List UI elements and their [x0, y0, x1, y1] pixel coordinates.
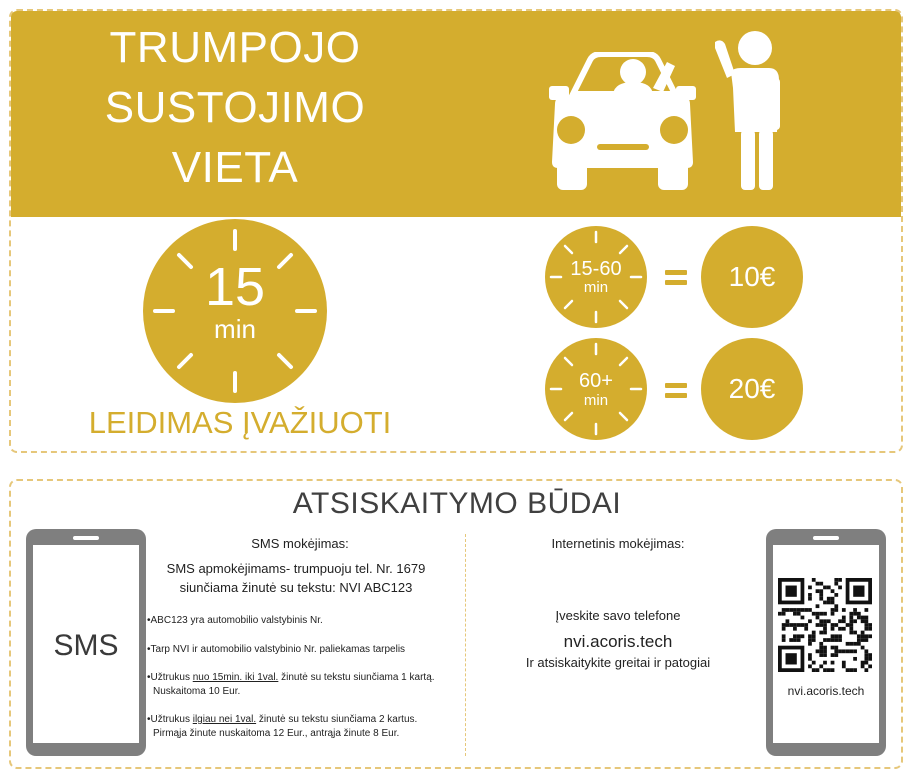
phone-speaker	[73, 536, 99, 540]
note-text: žinutė su tekstu siunčiama 2 kartus.	[256, 714, 418, 725]
online-instruction-line-1: Įveskite savo telefone	[555, 608, 681, 623]
note-text: •Užtrukus	[147, 672, 193, 683]
sms-note-plate-number: •ABC123 yra automobilio valstybinis Nr.	[147, 615, 323, 626]
tariff-1-unit: min	[583, 279, 609, 296]
qr-code-icon[interactable]	[778, 578, 872, 672]
tariff-2-price: 20€	[701, 338, 803, 440]
sms-note-space: •Tarp NVI ir automobilio valstybinio Nr. paliekamas tarpelis	[147, 644, 406, 655]
page-title	[90, 18, 380, 198]
note-text: žinutė su tekstu siunčiama 1 kartą.	[278, 672, 435, 683]
person-waving-icon	[705, 28, 785, 193]
tariff-2-duration: 60+	[579, 370, 613, 392]
online-payment-heading: Internetinis mokėjimas:	[551, 536, 685, 551]
sms-instruction-line-1: SMS apmokėjimams- trumpuoju tel. Nr. 1679	[166, 561, 426, 576]
title-line-3: VIETA	[171, 143, 299, 192]
title-line-2: SUSTOJIMO	[104, 83, 366, 132]
sms-instruction-line-2: siunčiama žinutė su tekstu: NVI ABC123	[179, 580, 413, 595]
note-text: •Užtrukus	[147, 714, 193, 725]
tariff-1-duration: 15-60	[570, 258, 622, 280]
title-line-1: TRUMPOJO	[109, 23, 361, 72]
equals-icon	[665, 270, 687, 286]
online-payment-url[interactable]: nvi.acoris.tech	[563, 632, 673, 651]
free-minutes-value: 15	[204, 257, 266, 317]
sms-note-over-hour	[147, 713, 417, 726]
tariff-2-unit: min	[583, 392, 609, 409]
tariff-1-price: 10€	[701, 226, 803, 328]
phone-speaker	[813, 536, 839, 540]
car-with-driver-icon	[535, 52, 710, 192]
sms-note-one-hour-charge: Nuskaitoma 10 Eur.	[153, 686, 241, 697]
permit-label: LEIDIMAS ĮVAŽIUOTI	[88, 405, 392, 440]
sms-note-over-hour-charge: Pirmąja žinute nuskaitoma 12 Eur., antrąja žinute 8 Eur.	[153, 728, 400, 739]
equals-icon	[665, 383, 687, 399]
payment-methods-title: ATSISKAITYMO BŪDAI	[292, 487, 622, 520]
qr-caption: nvi.acoris.tech	[787, 684, 865, 698]
section-divider	[465, 534, 466, 756]
sms-phone-label: SMS	[53, 629, 119, 662]
note-underlined-text: nuo 15min. iki 1val.	[192, 672, 279, 683]
note-underlined-text: ilgiau nei 1val.	[192, 714, 257, 725]
sms-payment-heading: SMS mokėjimas:	[251, 536, 349, 551]
free-minutes-unit: min	[214, 314, 256, 344]
sms-note-one-hour	[147, 671, 435, 684]
online-instruction-line-2: Ir atsiskaitykite greitai ir patogiai	[525, 655, 711, 670]
